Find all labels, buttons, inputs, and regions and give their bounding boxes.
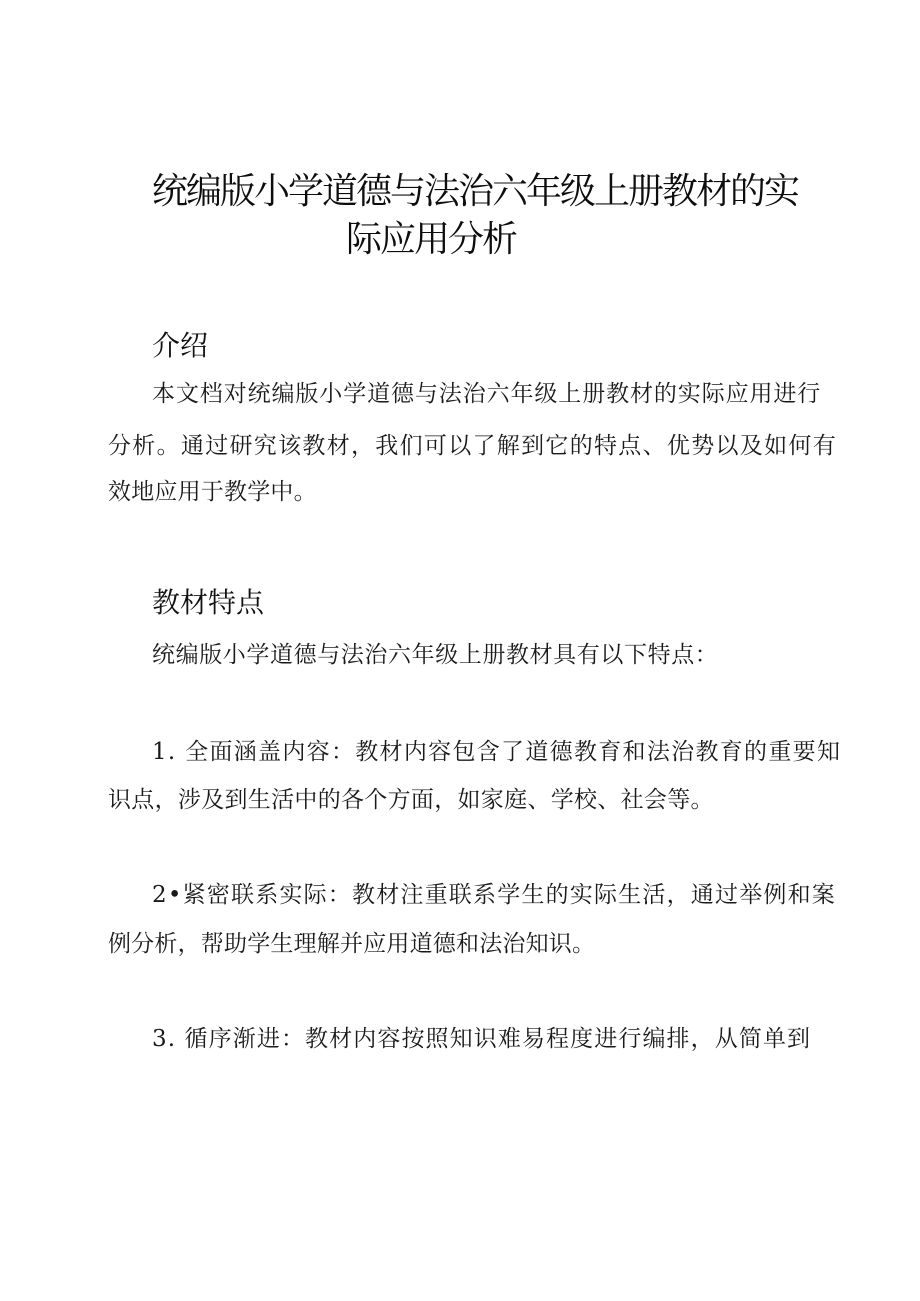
document-title-line-1: 统编版小学道德与法治六年级上册教材的实: [152, 171, 799, 212]
features-intro-line: 统编版小学道德与法治六年级上册教材具有以下特点：: [152, 642, 719, 668]
feature-item-1-line-2: 识点，涉及到生活中的各个方面，如家庭、学校、社会等。: [108, 787, 714, 813]
feature-item-1-line-1: 1. 全面涵盖内容：教材内容包含了道德教育和法治教育的重要知: [152, 739, 842, 765]
intro-paragraph-line-3: 效地应用于教学中。: [108, 479, 317, 505]
feature-item-3-line-1: 3. 循序渐进：教材内容按照知识难易程度进行编排，从简单到: [152, 1026, 812, 1052]
intro-paragraph-line-1: 本文档对统编版小学道德与法治六年级上册教材的实际应用进行: [152, 381, 822, 407]
document-title-line-2: 际应用分析: [346, 219, 517, 260]
section-heading-intro: 介绍: [152, 329, 209, 362]
intro-paragraph-line-2: 分析。通过研究该教材，我们可以了解到它的特点、优势以及如何有: [108, 433, 837, 459]
section-heading-features: 教材特点: [152, 586, 265, 619]
feature-item-2-line-2: 例分析，帮助学生理解并应用道德和法治知识。: [108, 931, 596, 957]
feature-item-2-line-1: 2•紧密联系实际：教材注重联系学生的实际生活，通过举例和案: [152, 882, 836, 908]
